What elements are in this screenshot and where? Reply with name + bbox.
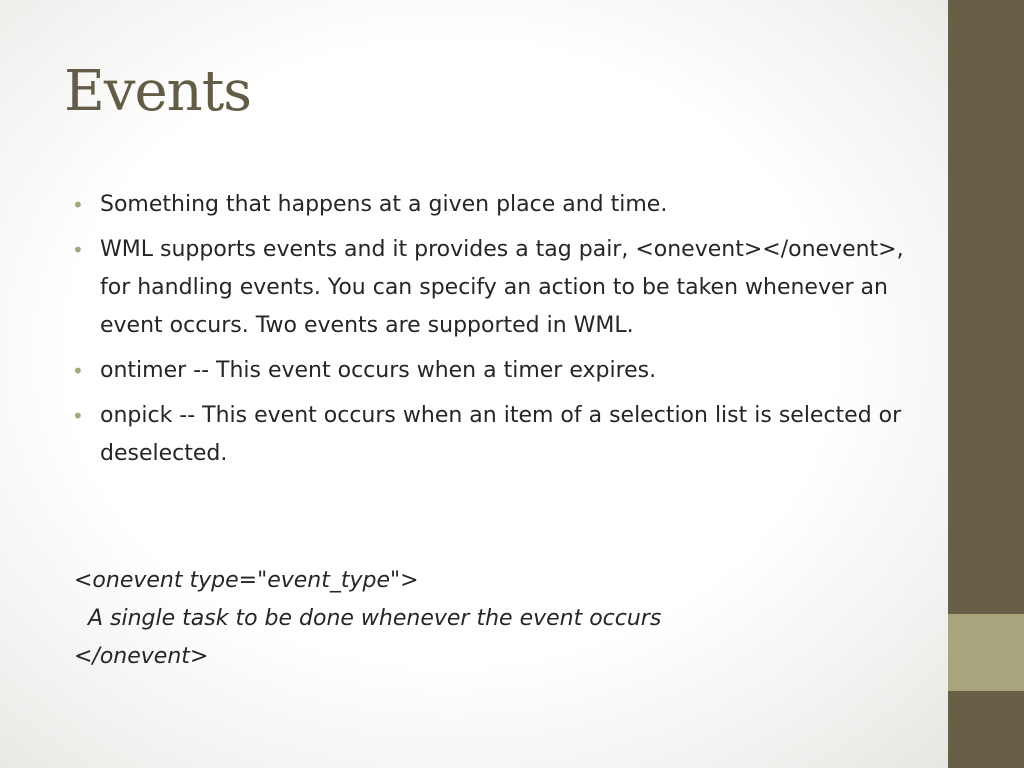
bullet-dot-icon: • [72,193,84,217]
bullet-list [72,186,912,480]
bullet-item [72,397,912,473]
code-line-body: A single task to be done whenever the event occurs [74,606,662,631]
code-line-open-tag: <onevent type="event_type"> [74,568,419,593]
bullet-dot-icon: • [72,404,84,428]
code-line-close-tag: </onevent> [74,644,209,669]
bullet-item [72,231,912,345]
bullet-item [72,352,912,390]
bullet-text: onpick -- This event occurs when an item of a selection list is selected or deselected. [100,403,902,466]
bullet-text: Something that happens at a given place and time. [100,192,668,217]
bullet-text: ontimer -- This event occurs when a timer expires. [100,358,657,383]
decorative-sidebar [948,0,1024,768]
bullet-item [72,186,912,224]
bullet-dot-icon: • [72,359,84,383]
code-example [74,562,914,676]
sidebar-accent-block [948,614,1024,691]
bullet-text: WML supports events and it provides a tag pair, <onevent></onevent>, for handling events. You can specify an action to be taken whenever an event occurs. Two events are supported in WML. [100,237,904,338]
bullet-dot-icon: • [72,238,84,262]
slide-title: Events [64,59,251,124]
